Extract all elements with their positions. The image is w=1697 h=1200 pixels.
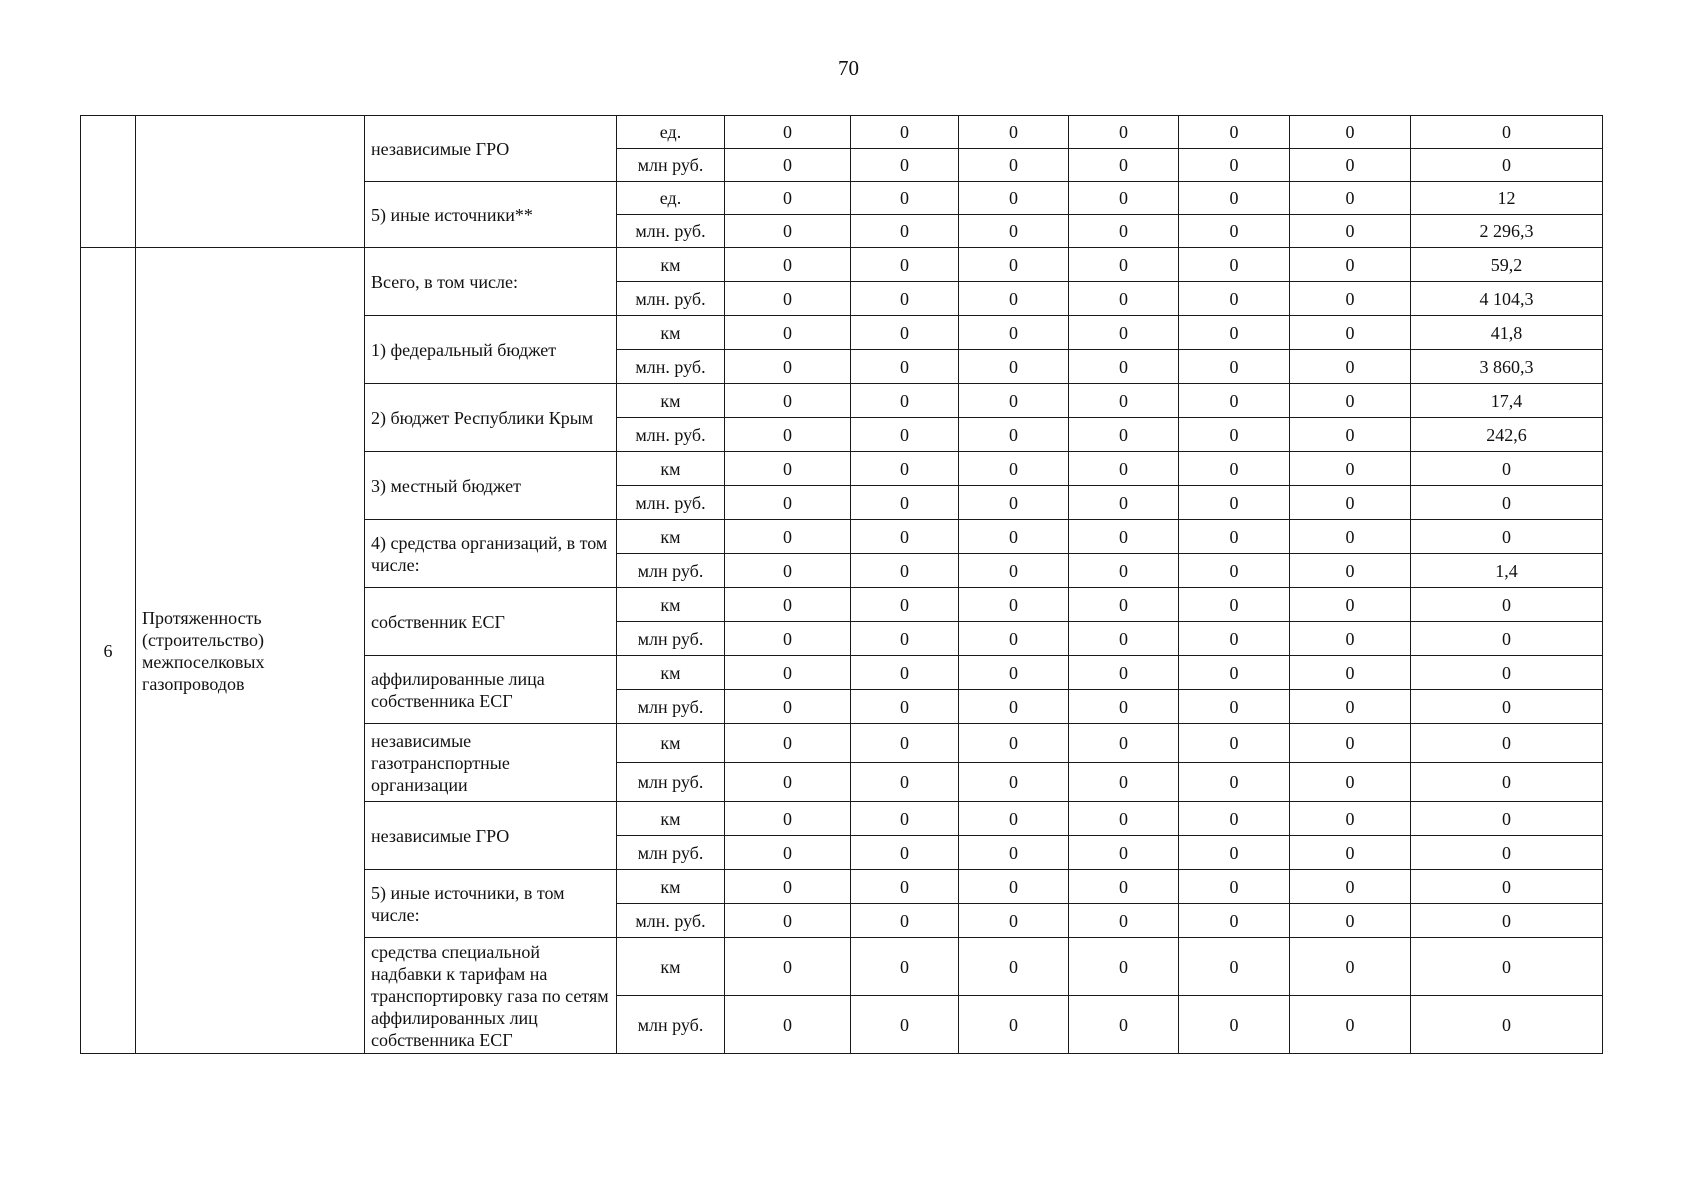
value-cell: 0 [1069,938,1179,996]
row-label: 2) бюджет Республики Крым [365,384,617,452]
value-cell: 0 [1290,350,1411,384]
value-cell: 0 [851,588,959,622]
value-cell: 0 [851,282,959,316]
value-cell: 0 [851,418,959,452]
value-cell: 0 [1179,350,1290,384]
value-cell: 0 [1290,282,1411,316]
unit-cell: км [617,452,725,486]
value-cell: 0 [725,486,851,520]
value-cell: 0 [959,452,1069,486]
value-cell: 0 [1411,836,1603,870]
value-cell: 0 [725,904,851,938]
row-label: 5) иные источники, в том числе: [365,870,617,938]
value-cell: 0 [851,520,959,554]
value-cell: 0 [959,149,1069,182]
value-cell: 0 [1290,588,1411,622]
value-cell: 0 [959,350,1069,384]
value-cell: 0 [725,622,851,656]
row-label: Всего, в том числе: [365,248,617,316]
unit-cell: млн руб. [617,996,725,1054]
value-cell: 0 [725,836,851,870]
value-cell: 0 [959,656,1069,690]
title-cell-empty [136,116,365,248]
value-cell: 0 [725,149,851,182]
value-cell: 0 [1290,802,1411,836]
unit-cell: ед. [617,116,725,149]
value-cell: 0 [725,938,851,996]
value-cell: 0 [959,802,1069,836]
value-cell: 0 [1069,418,1179,452]
row-label: 4) средства организаций, в том числе: [365,520,617,588]
value-cell: 0 [1069,316,1179,350]
financing-table [80,115,1603,1054]
unit-cell: км [617,724,725,763]
value-cell: 0 [1179,904,1290,938]
value-cell: 0 [1179,690,1290,724]
value-cell: 0 [1290,836,1411,870]
value-cell: 41,8 [1411,316,1603,350]
value-cell: 0 [725,520,851,554]
value-cell: 0 [1069,802,1179,836]
value-cell: 1,4 [1411,554,1603,588]
section-title: Протяженность (строительство) межпоселковых газопроводов [136,248,365,1054]
value-cell: 0 [1290,938,1411,996]
value-cell: 0 [851,486,959,520]
unit-cell: ед. [617,182,725,215]
section-index: 6 [81,248,136,1054]
value-cell: 0 [959,870,1069,904]
value-cell: 0 [725,870,851,904]
unit-cell: млн. руб. [617,215,725,248]
unit-cell: млн. руб. [617,350,725,384]
value-cell: 0 [1411,486,1603,520]
value-cell: 0 [1179,622,1290,656]
index-cell-empty [81,116,136,248]
value-cell: 0 [1290,520,1411,554]
value-cell: 0 [851,904,959,938]
unit-cell: млн руб. [617,622,725,656]
unit-cell: млн. руб. [617,418,725,452]
value-cell: 0 [1069,384,1179,418]
unit-cell: км [617,316,725,350]
table-row [81,248,1603,282]
value-cell: 0 [1179,588,1290,622]
value-cell: 0 [1069,520,1179,554]
unit-cell: км [617,656,725,690]
unit-cell: км [617,938,725,996]
value-cell: 0 [1411,996,1603,1054]
value-cell: 0 [1069,690,1179,724]
value-cell: 0 [1069,622,1179,656]
value-cell: 0 [725,316,851,350]
value-cell: 0 [851,938,959,996]
value-cell: 0 [1069,282,1179,316]
value-cell: 4 104,3 [1411,282,1603,316]
value-cell: 0 [725,802,851,836]
value-cell: 0 [725,282,851,316]
value-cell: 0 [1069,996,1179,1054]
value-cell: 0 [1290,248,1411,282]
value-cell: 242,6 [1411,418,1603,452]
value-cell: 0 [725,350,851,384]
value-cell: 0 [1411,656,1603,690]
value-cell: 0 [851,350,959,384]
value-cell: 0 [959,182,1069,215]
value-cell: 0 [851,554,959,588]
value-cell: 0 [851,870,959,904]
value-cell: 0 [725,588,851,622]
unit-cell: млн руб. [617,554,725,588]
value-cell: 0 [851,182,959,215]
value-cell: 0 [851,690,959,724]
value-cell: 0 [1069,486,1179,520]
value-cell: 0 [1290,316,1411,350]
value-cell: 0 [1290,996,1411,1054]
value-cell: 0 [1411,802,1603,836]
value-cell: 0 [1179,724,1290,763]
value-cell: 12 [1411,182,1603,215]
row-label: собственник ЕСГ [365,588,617,656]
row-label: 3) местный бюджет [365,452,617,520]
value-cell: 0 [1411,904,1603,938]
value-cell: 0 [851,802,959,836]
value-cell: 0 [959,248,1069,282]
value-cell: 0 [1179,452,1290,486]
value-cell: 0 [1411,520,1603,554]
unit-cell: млн руб. [617,149,725,182]
value-cell: 0 [1179,215,1290,248]
value-cell: 0 [1179,554,1290,588]
value-cell: 0 [1290,554,1411,588]
value-cell: 0 [1179,656,1290,690]
row-label: независимые ГРО [365,116,617,182]
unit-cell: млн руб. [617,836,725,870]
value-cell: 0 [1411,452,1603,486]
value-cell: 0 [1290,182,1411,215]
value-cell: 0 [851,656,959,690]
value-cell: 0 [1179,802,1290,836]
row-label: аффилированные лица собственника ЕСГ [365,656,617,724]
value-cell: 0 [725,248,851,282]
value-cell: 0 [959,690,1069,724]
value-cell: 0 [959,215,1069,248]
value-cell: 0 [851,452,959,486]
value-cell: 0 [959,836,1069,870]
value-cell: 0 [1069,870,1179,904]
value-cell: 0 [851,149,959,182]
value-cell: 0 [959,418,1069,452]
value-cell: 0 [1069,763,1179,802]
value-cell: 0 [1290,904,1411,938]
value-cell: 0 [1069,724,1179,763]
value-cell: 0 [1290,452,1411,486]
value-cell: 0 [1411,588,1603,622]
value-cell: 0 [851,763,959,802]
value-cell: 0 [1069,588,1179,622]
value-cell: 0 [959,996,1069,1054]
value-cell: 0 [1069,116,1179,149]
value-cell: 0 [1069,350,1179,384]
value-cell: 0 [1411,116,1603,149]
value-cell: 0 [1179,316,1290,350]
value-cell: 0 [1411,724,1603,763]
table-row [81,116,1603,149]
value-cell: 0 [725,763,851,802]
value-cell: 0 [1290,116,1411,149]
value-cell: 0 [959,763,1069,802]
value-cell: 0 [1179,116,1290,149]
value-cell: 0 [1069,656,1179,690]
value-cell: 0 [1179,282,1290,316]
value-cell: 0 [1179,996,1290,1054]
value-cell: 0 [725,656,851,690]
value-cell: 0 [959,622,1069,656]
value-cell: 0 [1411,622,1603,656]
value-cell: 0 [1179,418,1290,452]
value-cell: 0 [1411,690,1603,724]
row-label: средства специальной надбавки к тарифам на транспортировку газа по сетям аффилированных лиц собственника ЕСГ [365,938,617,1054]
value-cell: 0 [725,215,851,248]
value-cell: 0 [959,938,1069,996]
row-label: независимые ГРО [365,802,617,870]
value-cell: 0 [1179,384,1290,418]
value-cell: 0 [1290,384,1411,418]
value-cell: 0 [1411,763,1603,802]
value-cell: 0 [725,690,851,724]
row-label: 1) федеральный бюджет [365,316,617,384]
value-cell: 0 [1069,248,1179,282]
value-cell: 0 [1179,149,1290,182]
unit-cell: млн. руб. [617,904,725,938]
value-cell: 0 [959,384,1069,418]
unit-cell: км [617,520,725,554]
unit-cell: км [617,384,725,418]
value-cell: 0 [1290,763,1411,802]
unit-cell: км [617,870,725,904]
value-cell: 0 [725,182,851,215]
value-cell: 0 [851,316,959,350]
value-cell: 0 [1290,486,1411,520]
value-cell: 0 [1179,870,1290,904]
value-cell: 0 [959,486,1069,520]
value-cell: 0 [1179,836,1290,870]
value-cell: 0 [1179,182,1290,215]
value-cell: 0 [1069,836,1179,870]
value-cell: 0 [1290,622,1411,656]
page-number: 70 [838,56,859,80]
value-cell: 0 [1411,938,1603,996]
value-cell: 0 [1290,215,1411,248]
value-cell: 0 [1290,870,1411,904]
value-cell: 0 [959,282,1069,316]
unit-cell: млн руб. [617,763,725,802]
value-cell: 0 [851,622,959,656]
value-cell: 0 [959,316,1069,350]
value-cell: 0 [1411,870,1603,904]
value-cell: 0 [1290,690,1411,724]
row-label: независимые газотранспортные организации [365,724,617,802]
value-cell: 0 [1069,452,1179,486]
value-cell: 0 [725,724,851,763]
value-cell: 0 [1179,938,1290,996]
value-cell: 0 [959,554,1069,588]
value-cell: 0 [725,452,851,486]
unit-cell: км [617,588,725,622]
value-cell: 0 [1290,418,1411,452]
value-cell: 3 860,3 [1411,350,1603,384]
unit-cell: км [617,802,725,836]
value-cell: 0 [959,116,1069,149]
value-cell: 0 [1411,149,1603,182]
value-cell: 0 [959,724,1069,763]
value-cell: 0 [1179,763,1290,802]
value-cell: 0 [1069,215,1179,248]
value-cell: 0 [1179,248,1290,282]
value-cell: 0 [851,996,959,1054]
row-label: 5) иные источники** [365,182,617,248]
value-cell: 0 [959,904,1069,938]
value-cell: 0 [851,384,959,418]
value-cell: 0 [1290,149,1411,182]
value-cell: 59,2 [1411,248,1603,282]
value-cell: 0 [725,116,851,149]
value-cell: 0 [1069,149,1179,182]
value-cell: 0 [1179,486,1290,520]
value-cell: 0 [959,520,1069,554]
value-cell: 2 296,3 [1411,215,1603,248]
value-cell: 17,4 [1411,384,1603,418]
value-cell: 0 [851,724,959,763]
value-cell: 0 [1069,182,1179,215]
value-cell: 0 [1179,520,1290,554]
value-cell: 0 [851,215,959,248]
value-cell: 0 [1290,656,1411,690]
value-cell: 0 [725,996,851,1054]
value-cell: 0 [1290,724,1411,763]
unit-cell: млн. руб. [617,486,725,520]
value-cell: 0 [1069,554,1179,588]
value-cell: 0 [725,554,851,588]
value-cell: 0 [725,384,851,418]
value-cell: 0 [851,116,959,149]
unit-cell: км [617,248,725,282]
unit-cell: млн руб. [617,690,725,724]
value-cell: 0 [725,418,851,452]
value-cell: 0 [851,836,959,870]
value-cell: 0 [851,248,959,282]
value-cell: 0 [959,588,1069,622]
value-cell: 0 [1069,904,1179,938]
unit-cell: млн. руб. [617,282,725,316]
